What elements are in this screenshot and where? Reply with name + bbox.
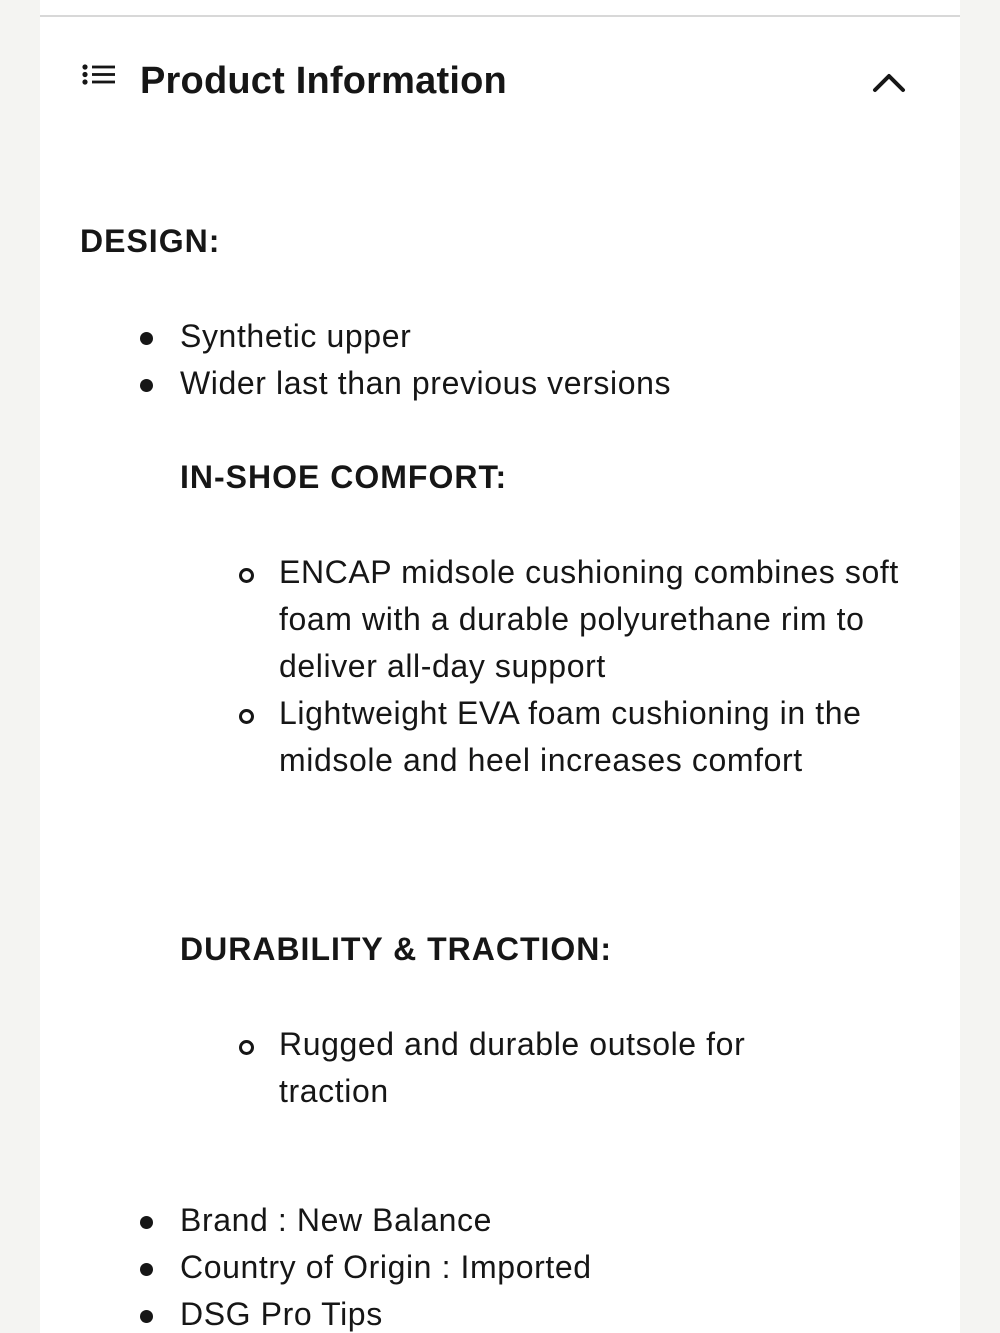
chevron-up-icon[interactable] bbox=[872, 70, 906, 94]
durability-traction-heading: DURABILITY & TRACTION: bbox=[180, 931, 613, 967]
list-item: Country of Origin : Imported bbox=[140, 1244, 920, 1291]
list-icon bbox=[82, 64, 116, 92]
list-item: Synthetic upper bbox=[140, 313, 920, 360]
list-item: Wider last than previous versions bbox=[140, 360, 920, 407]
list-item: Lightweight EVA foam cushioning in the midsole and heel increases comfort bbox=[239, 690, 919, 784]
product-information-accordion-header[interactable] bbox=[40, 40, 960, 130]
durability-list bbox=[239, 1021, 859, 1115]
design-list bbox=[140, 313, 920, 407]
list-item: ENCAP midsole cushioning combines soft foam with a durable polyurethane rim to deliver all-day support bbox=[239, 549, 919, 690]
list-item: Rugged and durable outsole for traction bbox=[239, 1021, 859, 1115]
comfort-list bbox=[239, 549, 919, 784]
accordion-title: Product Information bbox=[140, 60, 507, 102]
design-heading: DESIGN: bbox=[80, 223, 221, 259]
product-details-list bbox=[140, 1197, 920, 1333]
divider bbox=[40, 15, 960, 17]
list-item: Brand : New Balance bbox=[140, 1197, 920, 1244]
in-shoe-comfort-heading: IN-SHOE COMFORT: bbox=[180, 459, 508, 495]
list-item: DSG Pro Tips bbox=[140, 1291, 920, 1333]
